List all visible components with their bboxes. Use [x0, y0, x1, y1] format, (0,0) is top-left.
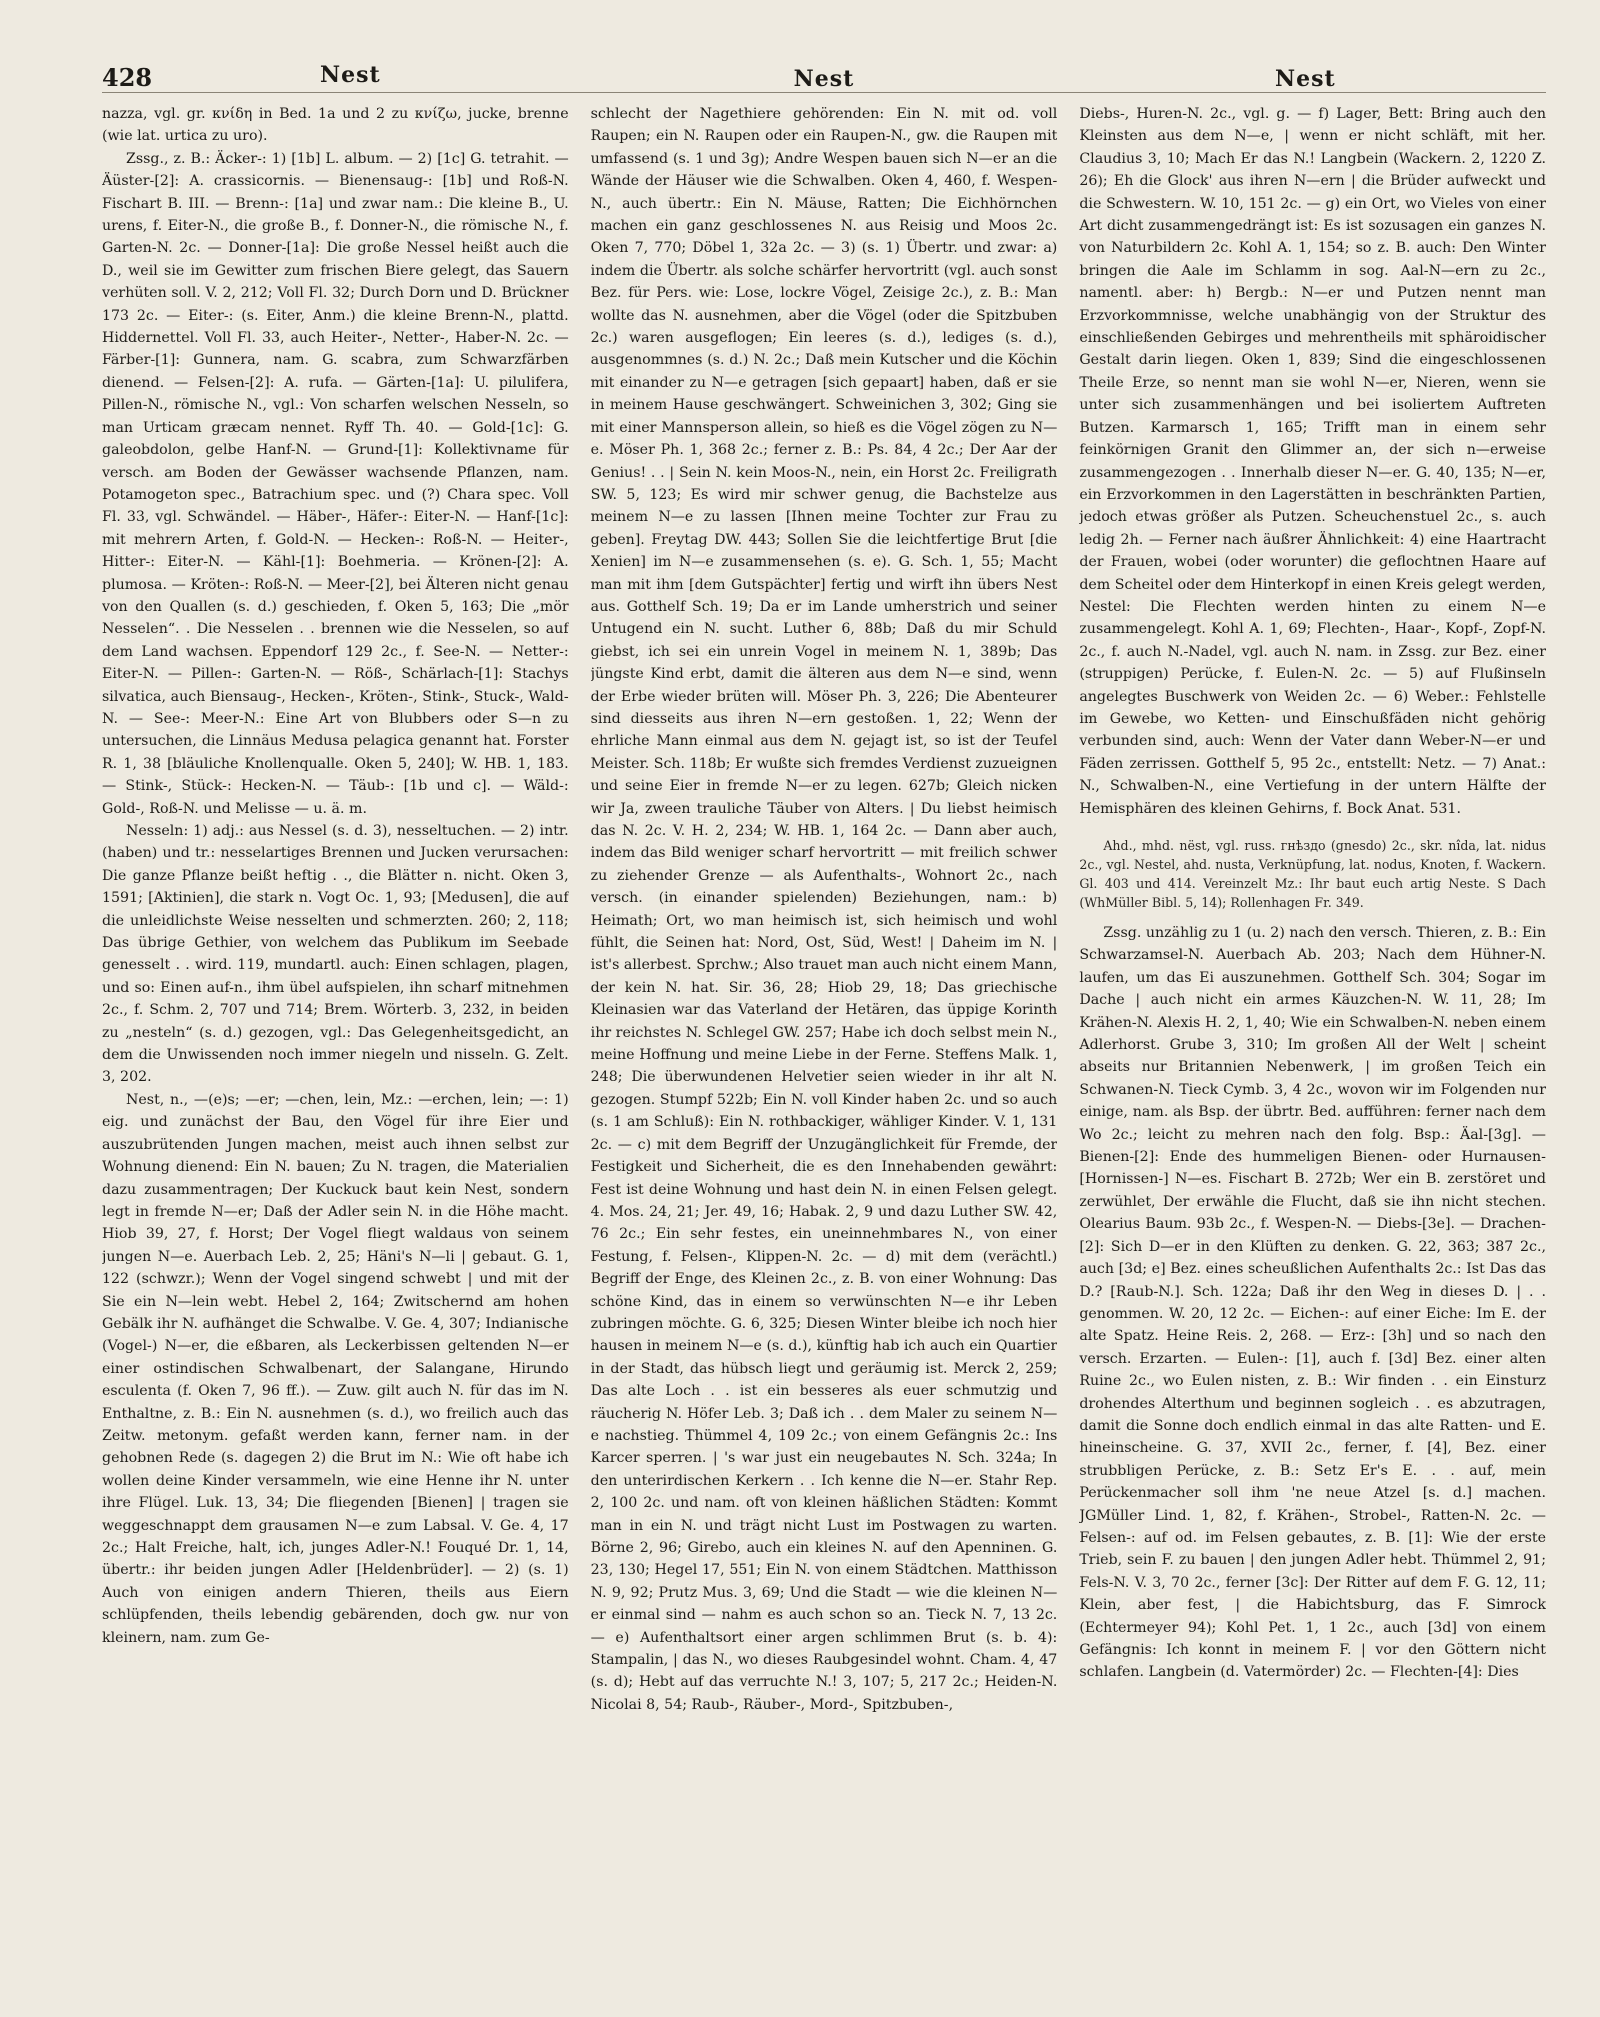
text-columns	[102, 103, 1546, 1993]
column-left	[102, 103, 569, 1993]
entry-compounds-nessel: Zssg., z. B.: Äcker-: 1) [1b] L. album. — 2) [1c] G. tetrahit. — Äüster-[2]: A. crassicornis. — Bienensaug-: [1b] und Roß-N. Fischart B. III. — Brenn-: [1a] und zwar nam.: Die kleine B., U. urens, f. Eiter-N., die große B., f. Donner-N., die römische N., f. Garten-N. 2c. — Donner-[1a]: Die große Nessel heißt auch die D., weil sie im Gewitter zum frischen Biere gelegt, das Sauern verhüten soll. V. 2, 212; Voll Fl. 32; Durch Dorn und D. Brückner 173 2c. — Eiter-: (s. Eiter, Anm.) die kleine Brenn-N., plattd. Hiddernettel. Voll Fl. 33, auch Heiter-, Netter-, Haber-N. 2c. — Färber-[1]: Gunnera, nam. G. scabra, zum Schwarzfärben dienend. — Felsen-[2]: A. rufa. — Gärten-[1a]: U. pilulifera, Pillen-N., römische N., vgl.: Von scharfen welschen Nesseln, so man Urticam græcam nennet. Ryff Th. 40. — Gold-[1c]: G. galeobdolon, gelbe Hanf-N. — Grund-[1]: Kollektivname für versch. am Boden der Gewässer wachsende Pflanzen, nam. Potamogeton spec., Batrachium spec. und (?) Chara spec. Voll Fl. 33, vgl. Schwändel. — Häber-, Häfer-: Eiter-N. — Hanf-[1c]: mit mehrern Arten, f. Gold-N. — Hecken-: Roß-N. — Heiter-, Hitter-: Eiter-N. — Kähl-[1]: Boehmeria. — Krönen-[2]: A. plumosa. — Kröten-: Roß-N. — Meer-[2], bei Älteren nicht genau von den Quallen (s. d.) geschieden, f. Oken 5, 163; Die „mör Nesselen“. . Die Nesselen . . brennen wie die Nesselen, so auf dem Land wachsen. Eppendorf 129 2c., f. See-N. — Netter-: Eiter-N. — Pillen-: Garten-N. — Röß-, Schärlach-[1]: Stachys silvatica, auch Biensaug-, Hecken-, Kröten-, Stink-, Stuck-, Wald-N. — See-: Meer-N.: Eine Art von Blubbers oder S—n zu untersuchen, die Linnäus Medusa pelagica genannt hat. Forster R. 1, 38 [bläuliche Knollenqualle. Oken 5, 240]; W. HB. 1, 183. — Stink-, Stück-: Hecken-N. — Täub-: [1b und c]. — Wäld-: Gold-, Roß-N. und Melisse — u. ä. m.	[102, 150, 569, 817]
etymology-note: Ahd., mhd. nëst, vgl. russ. гнѣздо (gnesdo) 2c., skr. nîda, lat. nidus 2c., vgl. Nestel, ahd. nusta, Verknüpfung, lat. nodus, Knoten, f. Wackern. Gl. 403 und 414. Vereinzelt Mz.: Ihr baut euch artig Neste. S Dach (WhMüller Bibl. 5, 14); Rollenhagen Fr. 349.	[1079, 838, 1546, 910]
paragraph-continuation: Diebs-, Huren-N. 2c., vgl. g. — f) Lager, Bett: Bring auch den Kleinsten aus dem N—e, | wenn er nicht schläft, mit her. Claudius 3, 10; Mach Er das N.! Langbein (Wackern. 2, 1220 Z. 26); Eh die Glock' aus ihren N—ern | die Brüder aufweckt und die Schwestern. W. 10, 151 2c. — g) ein Ort, wo Vieles von einer Art dicht zusammengedrängt ist: Es ist sozusagen ein ganzes N. von Naturbildern 2c. Kohl A. 1, 154; so z. B. auch: Den Winter bringen die Aale im Schlamm in sog. Aal-N—ern zu 2c., namentl. aber: h) Bergb.: N—er und Putzen nennt man Erzvorkommnisse, welche unabhängig von der Struktur des einschließenden Gebirges und mehrentheils mit sphäroidischer Gestalt darin liegen. Oken 1, 839; Sind die eingeschlossenen Theile Erze, so nennt man sie wohl N—er, Nieren, wenn sie unter sich zusammenhängen und bei isoliertem Auftreten Butzen. Karmarsch 1, 165; Trifft man in einem sehr feinkörnigen Granit den Glimmer an, der sich n—erweise zusammengezogen . . Innerhalb dieser N—er. G. 40, 135; N—er, ein Erzvorkommen in den Lagerstätten in beschränkten Partien, jedoch etwas größer als Putzen. Scheuchenstuel 2c., s. auch ledig 2h. — Ferner nach äußrer Ähnlichkeit: 4) eine Haartracht der Frauen, wobei (oder worunter) die geflochtnen Haare auf dem Scheitel oder dem Hinterkopf in einen Kreis gelegt werden, Nestel: Die Flechten werden hinten zu einem N—e zusammengelegt. Kohl A. 1, 69; Flechten-, Haar-, Kopf-, Zopf-N. 2c., f. auch N.-Nadel, vgl. auch N. nam. in Zssg. zur Bez. einer (struppigen) Perücke, f. Eulen-N. 2c. — 5) auf Flußinseln angelegtes Buschwerk von Weiden 2c. — 6) Weber.: Fehlstelle im Gewebe, wo Ketten- und Einschußfäden nicht gehörig verbunden sind, auch: Wenn der Vater dann Weber-N—er und Fäden zerrissen. Gotthelf 5, 95 2c., entstellt: Netz. — 7) Anat.: N., Schwalben-N., eine Vertiefung in der untern Hälfte der Hemisphären des kleinen Gehirns, f. Bock Anat. 531.	[1079, 106, 1546, 817]
paragraph-continuation: nazza, vgl. gr. κνίδη in Bed. 1a und 2 zu κνίζω, jucke, brenne (wie lat. urtica zu uro).	[102, 106, 569, 145]
page-header	[102, 52, 1546, 93]
paragraph-continuation: schlecht der Nagethiere gehörenden: Ein N. mit od. voll Raupen; ein N. Raupen oder ein Raupen-N., gw. die Raupen mit umfassend (s. 1 und 3g); Andre Wespen bauen sich N—er an die Wände der Häuser wie die Schwalben. Oken 4, 460, f. Wespen-N., auch übertr.: Ein N. Mäuse, Ratten; Die Eichhörnchen machen ein ganz geschlossenes N. aus Reisig und Moos 2c. Oken 7, 770; Döbel 1, 32a 2c. — 3) (s. 1) Übertr. und zwar: a) indem die Übertr. als solche schärfer hervortritt (vgl. auch sonst Bez. für Pers. wie: Lose, lockre Vögel, Zeisige 2c.), z. B.: Man wollte das N. ausnehmen, aber die Vögel (oder die Spitzbuben 2c.) waren ausgeflogen; Ein leeres (s. d.), lediges (s. d.), ausgenommnes (s. d.) N. 2c.; Daß mein Kutscher und die Köchin mit einander zu N—e getragen [sich gepaart] haben, daß er sie in meinem Hause geschwängert. Schweinichen 3, 302; Ging sie mit einer Mannsperson allein, so hieß es die Vögel zögen zu N—e. Möser Ph. 1, 368 2c.; ferner z. B.: Ps. 84, 4 2c.; Der Aar der Genius! . . | Sein N. kein Moos-N., nein, ein Horst 2c. Freiligrath SW. 5, 123; Es wird mir schwer genug, die Bachstelze aus meinem N—e zu lassen [Ihnen meine Tochter zur Frau zu geben]. Freytag DW. 443; Sollen Sie die leichtfertige Brut [die Xenien] im N—e zusammensehen (s. e). G. Sch. 1, 55; Macht man mit ihm [dem Gutspächter] fertig und wirft ihn übers Nest aus. Gotthelf Sch. 19; Da er im Lande umherstrich und seiner Untugend ein N. sucht. Luther 6, 88b; Daß du mir Schuld giebst, ich sei ein unrein Vogel in meinem N. 1, 389b; Das jüngste Kind erbt, damit die älteren aus dem N—e sind, wenn der Erbe wieder brüten will. Möser Ph. 3, 226; Die Abenteurer sind diesseits aus ihren N—ern gestoßen. 1, 22; Wenn der ehrliche Mann einmal aus dem N. gejagt ist, so ist der Teufel Meister. Sch. 118b; Er wußte sich fremdes Verdienst zuzueignen und seine Eier in fremde N—er zu legen. 627b; Gleich nicken wir Ja, zween trauliche Täuber von Alters. | Du liebst heimisch das N. 2c. V. H. 2, 234; W. HB. 1, 164 2c. — Dann aber auch, indem das Bild weniger scharf hervortritt — mit freilich schwer zu ziehender Grenze — als Aufenthalts-, Wohnort 2c., nach versch. (in einander spielenden) Beziehungen, nam.: b) Heimath; Ort, wo man heimisch ist, sich heimisch und wohl fühlt, die Seinen hat: Nord, Ost, Süd, West! | Daheim im N. | ist's allerbest. Sprchw.; Also trauet man auch nicht einem Mann, der kein N. hat. Sir. 36, 28; Hiob 29, 18; Das griechische Kleinasien war das Vaterland der Hetären, das üppige Korinth ihr reichstes N. Schlegel GW. 257; Habe ich doch selbst mein N., meine Hoffnung und meine Liebe in der Ferne. Steffens Malk. 1, 248; Die überwundenen Helvetier seien wieder in ihr alt N. gezogen. Stumpf 522b; Ein N. voll Kinder haben 2c. und so auch (s. 1 am Schluß): Ein N. rothbackiger, wähliger Kinder. V. 1, 131 2c. — c) mit dem Begriff der Unzugänglichkeit für Fremde, der Festigkeit und Sicherheit, die es den Innehabenden gewährt: Fest ist deine Wohnung und hast dein N. in einen Felsen gelegt. 4. Mos. 24, 21; Jer. 49, 16; Habak. 2, 9 und dazu Luther SW. 42, 76 2c.; Ein sehr festes, ein uneinnehmbares N., von einer Festung, f. Felsen-, Klippen-N. 2c. — d) mit dem (verächtl.) Begriff der Enge, des Kleinen 2c., z. B. von einer Wohnung: Das schöne Kind, das in einem so verwünschten N—e ihr Leben zubringen möchte. G. 6, 325; Diesen Winter bleibe ich noch hier hausen in meinem N—e (s. d.), künftig hab ich auch ein Quartier in der Stadt, das hübsch liegt und geräumig ist. Merck 2, 259; Das alte Loch . . ist ein besseres als euer schmutzig und räucherig N. Höfer Leb. 3; Daß ich . . dem Maler zu seinem N—e nachstieg. Thümmel 4, 109 2c.; von einem Gefängnis 2c.: Ins Karcer sperren. | 's war just ein neugebautes N. Sch. 324a; In den unterirdischen Kerkern . . Ich kenne die N—er. Stahr Rep. 2, 100 2c. und nam. oft von kleinen häßlichen Städten: Kommt man in ein N. und trägt nicht Lust im Postwagen zu warten. Börne 2, 96; Girebo, auch ein kleines N. auf den Apenninen. G. 23, 130; Hegel 17, 551; Ein N. von einem Städtchen. Matthisson N. 9, 92; Prutz Mus. 3, 69; Und die Stadt — wie die kleinen N—er einmal sind — nahm es auch schon so an. Tieck N. 7, 13 2c. — e) Aufenthaltsort einer argen schlimmen Brut (s. b. 4): Stampalin, | das N., wo dieses Raubgesindel wohnt. Cham. 4, 47 (s. d); Hebt auf das verruchte N.! 3, 107; 5, 217 2c.; Heiden-N. Nicolai 8, 54; Raub-, Räuber-, Mord-, Spitzbuben-,	[590, 106, 1058, 1713]
running-head-center: Nest	[793, 66, 855, 92]
running-head-right: Nest	[1275, 66, 1336, 92]
running-head-left: Nest	[320, 62, 381, 88]
entry-compounds-nest: Zssg. unzählig zu 1 (u. 2) nach den versch. Thieren, z. B.: Ein Schwarzamsel-N. Auerbach Ab. 203; Nach dem Hühner-N. laufen, um das Ei auszunehmen. Gotthelf Sch. 304; Sogar im Dache | auch nicht ein armes Käuzchen-N. W. 11, 28; Im Krähen-N. Alexis H. 2, 1, 40; Wie ein Schwalben-N. neben einem Adlerhorst. Grube 3, 310; Im großen All der Welt | scheint abseits nur Britannien Nebenwerk, | im großen Teich ein Schwanen-N. Tieck Cymb. 3, 4 2c., wovon wir im Folgenden nur einige, nam. als Bsp. der übrtr. Bed. aufführen: ferner nach dem Wo 2c.; leicht zu mehren nach den folg. Bsp.: Äal-[3g]. — Bienen-[2]: Ende des hummeligen Bienen- oder Hurnausen- [Hornissen-] N—es. Fischart B. 272b; Wer ein B. zerstöret und zerwühlet, Der erwähle die Flucht, daß sie ihn nicht stechen. Olearius Baum. 93b 2c., f. Wespen-N. — Diebs-[3e]. — Drachen-[2]: Sich D—er in den Klüften zu denken. G. 22, 363; 387 2c., auch [3d; e] Bez. eines scheußlichen Aufenthalts 2c.: Ist Das das D.? [Raub-N.]. Sch. 122a; Daß ihr den Weg in dieses D. | . . genommen. W. 20, 12 2c. — Eichen-: auf einer Eiche: Im E. der alte Spatz. Heine Reis. 2, 268. — Erz-: [3h] und so nach den versch. Erzarten. — Eulen-: [1], auch f. [3d] Bez. einer alten Ruine 2c., wo Eulen nisten, z. B.: Wir finden . . ein Einsturz drohendes Alterthum und beginnen sogleich . . es abzutragen, damit die Sonne doch endlich einmal in das alte Ratten- und E. hineinscheine. G. 37, XVII 2c., ferner, f. [4], Bez. einer strubbligen Perücke, z. B.: Setz Er's E. . . auf, mein Perückenmacher soll ihm 'ne neue Atzel [s. d.] machen. JGMüller Lind. 1, 82, f. Krähen-, Strobel-, Ratten-N. 2c. — Felsen-: auf od. im Felsen gebautes, z. B. [1]: Wie der erste Trieb, sein F. zu bauen | den jungen Adler hebt. Thümmel 2, 91; Fels-N. V. 3, 70 2c., ferner [3c]: Der Ritter auf dem F. G. 12, 11; Klein, aber fest, | die Habichtsburg, das F. Simrock (Echtermeyer 94); Kohl Pet. 1, 1 2c., auch [3d] von einem Gefängnis: Ich konnt in meinem F. | vor den Göttern nicht schlafen. Langbein (d. Vatermörder) 2c. — Flechten-[4]: Dies	[1079, 925, 1546, 1681]
entry-nesseln: Nesseln: 1) adj.: aus Nessel (s. d. 3), nesseltuchen. — 2) intr. (haben) und tr.: nesselartiges Brennen und Jucken verursachen: Die ganze Pflanze beißt heftig . ., die Blätter n. nicht. Oken 3, 1591; [Aktinien], die stark n. Vogt Oc. 1, 93; [Medusen], die auf die unleidlichste Weise nesselten und schmerzten. 260; 2, 118; Das übrige Gethier, von welchem das Publikum im Seebade genesselt . . wird. 119, mundartl. auch: Einen schlagen, plagen, und so: Einen auf-n., ihm übel aufspielen, ihn scharf mitnehmen 2c., f. Schm. 2, 707 und 714; Brem. Wörterb. 3, 232, in beiden zu „nesteln“ (s. d.) gezogen, vgl.: Das Gelegenheitsgedicht, an dem die Unwissenden noch immer niegeln und nisseln. G. Zelt. 3, 202.	[102, 823, 569, 1086]
column-right	[1079, 103, 1546, 1993]
column-middle	[591, 103, 1058, 1993]
entry-nest: Nest, n., —(e)s; —er; —chen, lein, Mz.: —erchen, lein; —: 1) eig. und zunächst der Bau, den Vögel für ihre Eier und auszubrütenden Jungen machen, meist auch ihnen selbst zur Wohnung dienend: Ein N. bauen; Zu N. tragen, die Materialien dazu zusammentragen; Der Kuckuck baut kein Nest, sondern legt in fremde N—er; Daß der Adler sein N. in die Höhe macht. Hiob 39, 27, f. Horst; Der Vogel fliegt waldaus von seinem jungen N—e. Auerbach Leb. 2, 25; Häni's N—li | gebaut. G. 1, 122 (schwzr.); Wenn der Vogel singend schwebt | und mit der Sie ein N—lein webt. Hebel 2, 164; Zwitschernd am hohen Gebälk ihr N. aufhänget die Schwalbe. V. Ge. 4, 307; Indianische (Vogel-) N—er, die eßbaren, als Leckerbissen geltenden N—er einer ostindischen Schwalbenart, der Salangane, Hirundo esculenta (f. Oken 7, 96 ff.). — Zuw. gilt auch N. für das im N. Enthaltne, z. B.: Ein N. ausnehmen (s. d.), wo freilich auch das Zeitw. metonym. gefaßt werden kann, ferner nam. in der gehobnen Rede (s. dagegen 2) die Brut im N.: Wie oft habe ich wollen deine Kinder versammeln, wie eine Henne ihr N. unter ihre Flügel. Luk. 13, 34; Die fliegenden [Bienen] | tragen sie weggeschnappt dem grausamen N—e zum Labsal. V. Ge. 4, 17 2c.; Halt Freiche, halt, ich, junges Adler-N.! Fouqué Dr. 1, 14, übertr.: ihr beiden jungen Adler [Heldenbrüder]. — 2) (s. 1) Auch von einigen andern Thieren, theils aus Eiern schlüpfenden, theils lebendig gebärenden, doch gw. nur von kleinern, nam. zum Ge-	[102, 1091, 569, 1646]
page-number: 428	[102, 63, 153, 92]
